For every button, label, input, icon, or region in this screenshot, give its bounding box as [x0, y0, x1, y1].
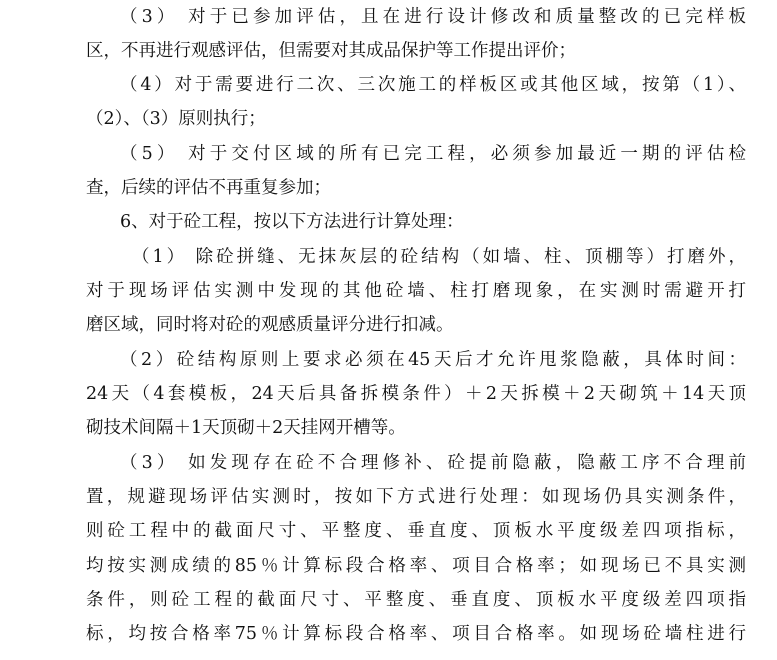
paragraph-line: （4）对于需要进行二次、三次施工的样板区或其他区域，按第（1）、	[120, 75, 746, 95]
paragraph-line: （2）、（3）原则执行；	[86, 109, 266, 129]
paragraph-line: 则砼工程中的截面尺寸、平整度、垂直度、顶板水平度级差四项指标，	[86, 521, 746, 541]
paragraph-line: （3） 对于已参加评估，且在进行设计修改和质量整改的已完样板	[120, 7, 746, 27]
paragraph-line: 区，不再进行观感评估，但需要对其成品保护等工作提出评价；	[86, 41, 576, 61]
paragraph-line: （5） 对于交付区域的所有已完工程，必须参加最近一期的评估检	[120, 144, 746, 164]
paragraph-line: （2）砼结构原则上要求必须在45天后才允许甩浆隐蔽，具体时间：	[120, 350, 746, 370]
paragraph-line: 置，规避现场评估实测时，按如下方式进行处理：如现场仍具实测条件，	[86, 487, 746, 507]
paragraph-line: 砌技术间隔＋1天顶砌＋2天挂网开槽等。	[86, 418, 406, 438]
paragraph-line: 条件，则砼工程的截面尺寸、平整度、垂直度、顶板水平度级差四项指	[86, 590, 746, 610]
paragraph-line: 对于现场评估实测中发现的其他砼墙、柱打磨现象，在实测时需避开打	[86, 281, 746, 301]
paragraph-line: 均按实测成绩的85％计算标段合格率、项目合格率；如现场已不具实测	[86, 556, 746, 576]
paragraph-line: 查，后续的评估不再重复参加；	[86, 178, 331, 198]
paragraph-line: （3） 如发现存在砼不合理修补、砼提前隐蔽，隐蔽工序不合理前	[120, 453, 746, 473]
paragraph-line: 磨区域，同时将对砼的观感质量评分进行扣减。	[86, 315, 454, 335]
paragraph-line: 24天（4套模板，24天后具备拆模条件）＋2天拆模＋2天砌筑＋14天顶	[86, 384, 746, 404]
paragraph-line: （1） 除砼拼缝、无抹灰层的砼结构（如墙、柱、顶棚等）打磨外，	[132, 247, 746, 267]
section-heading: 6、对于砼工程，按以下方法进行计算处理：	[120, 212, 464, 232]
paragraph-line: 标，均按合格率75％计算标段合格率、项目合格率。如现场砼墙柱进行	[86, 624, 746, 644]
